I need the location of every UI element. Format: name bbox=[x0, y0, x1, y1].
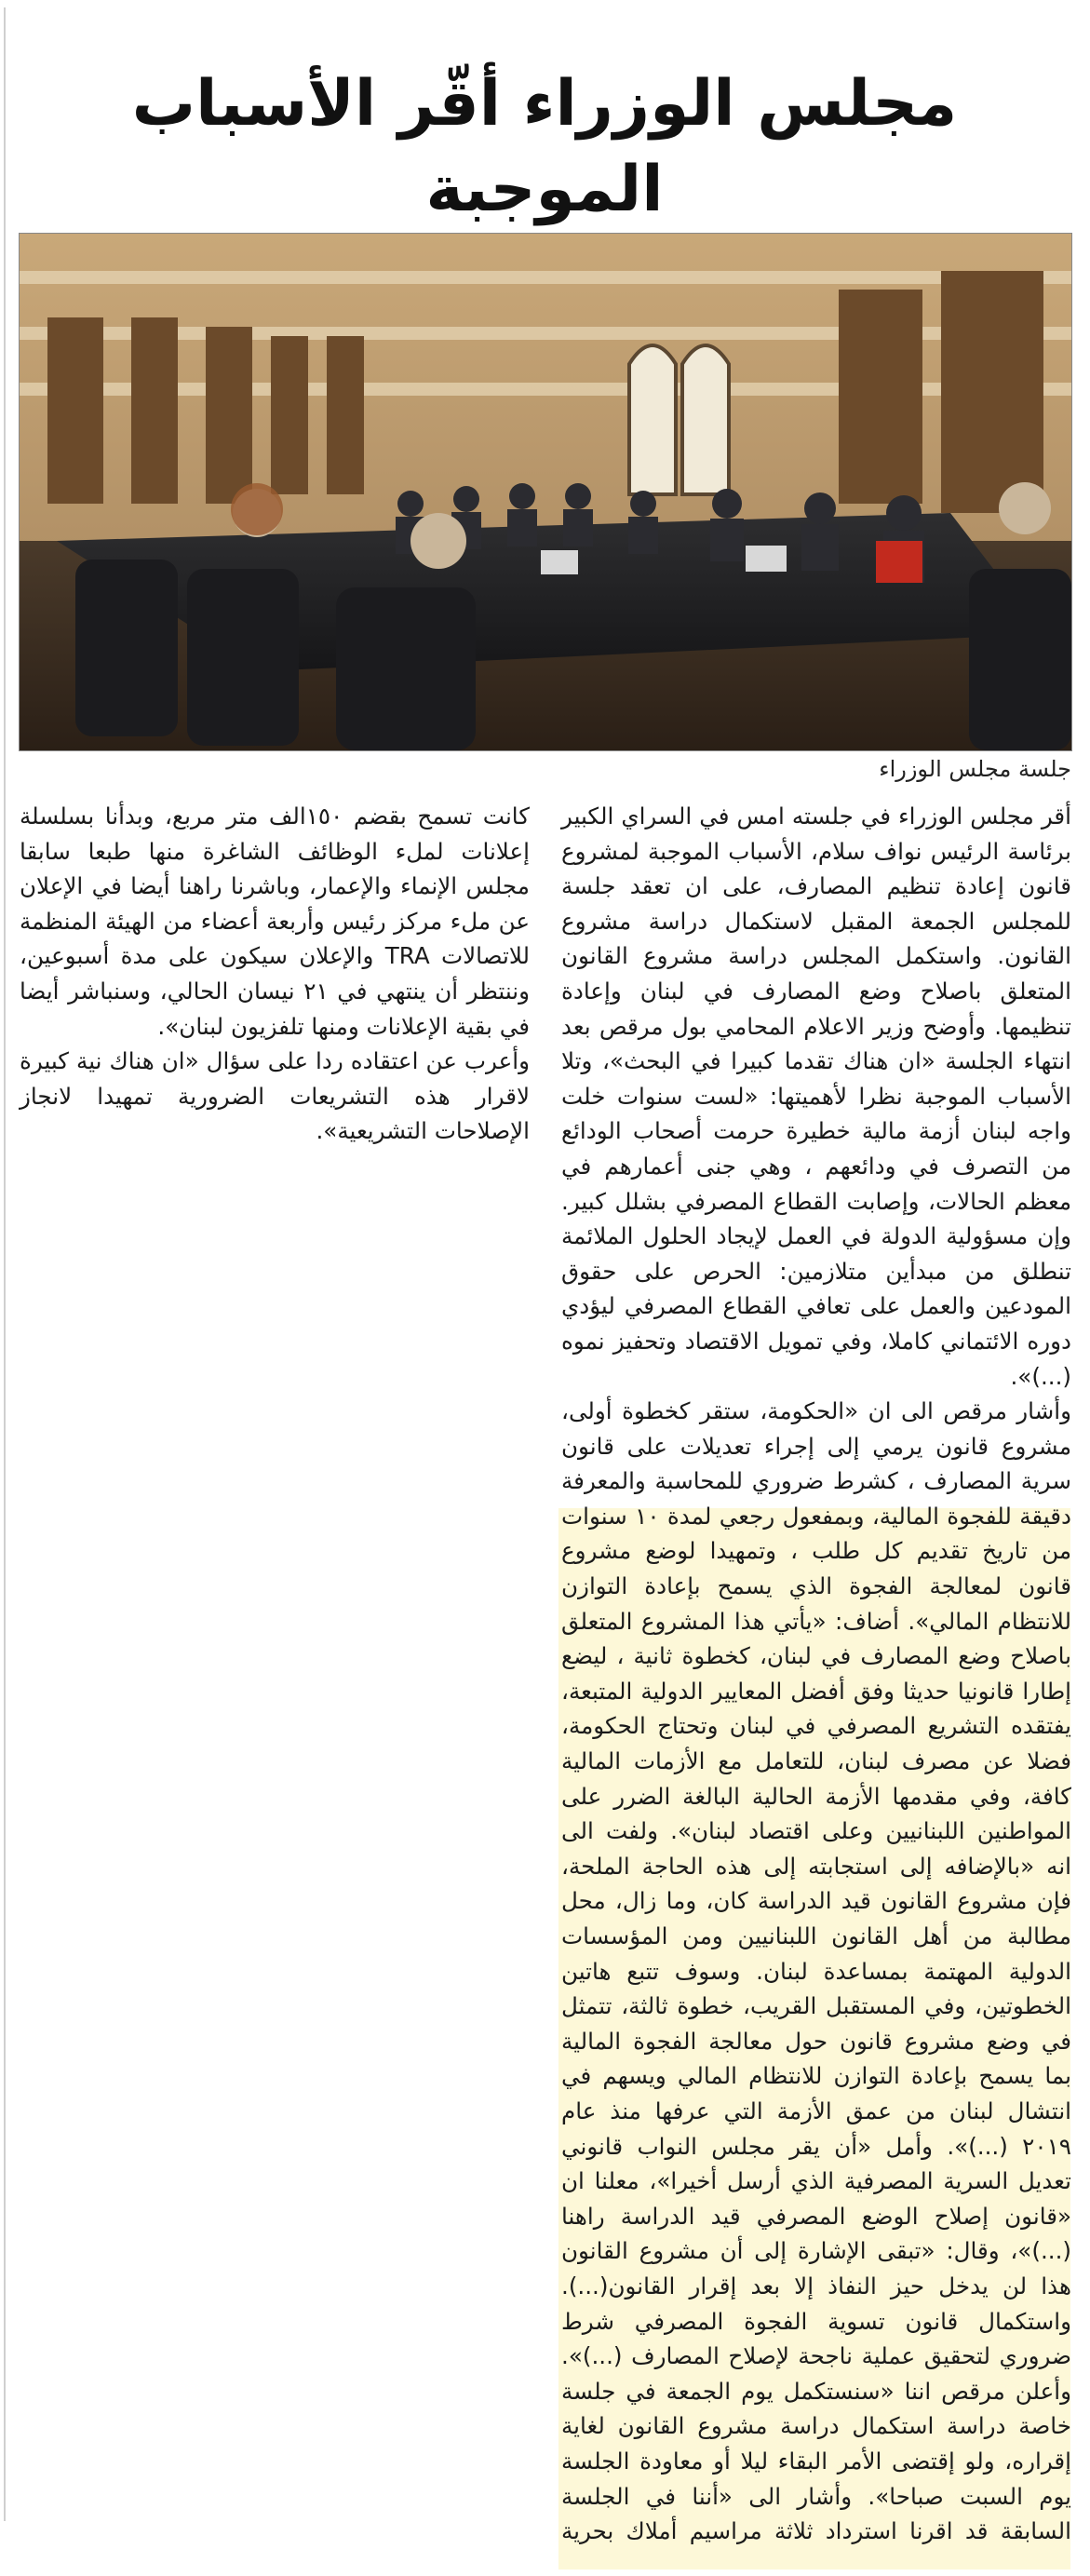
photo-caption: جلسة مجلس الوزراء bbox=[879, 756, 1071, 782]
article-paragraph-3: وأعرب عن اعتقاده ردا على سؤال «ان هناك نية كبيرة لاقرار هذه التشريعات الضرورية تمهيدا لانجاز الإصلاحات التشريعية». bbox=[20, 1047, 530, 1145]
cabinet-meeting-photo bbox=[19, 233, 1072, 751]
headline-line-1: مجلس الوزراء أقّر الأسباب الموجبة bbox=[131, 66, 958, 226]
article-paragraph-1: أقر مجلس الوزراء في جلسته امس في السراي الكبير برئاسة الرئيس نواف سلام، الأسباب الموجبة لمشروع قانون إعادة تنظيم المصارف، على ان تعقد جلسة للمجلس الجمعة المقبل لاستكمال دراسة مشروع القانون. واستكمل المجلس دراسة مشروع القانون المتعلق باصلاح وضع المصارف في لبنان وإعادة تنظيمها. وأوضح وزير الاعلام المحامي بول مرقص بعد انتهاء الجلسة «ان هناك تقدما كبيرا في البحث»، وتلا الأسباب الموجبة نظرا لأهميتها: «لست سنوات خلت واجه لبنان أزمة مالية خطيرة حرمت أصحاب الودائع من التصرف في ودائعهم ، وهي جنى أعمارهم في معظم الحالات، وإصابت القطاع المصرفي بشلل كبير. وإن مسؤولية الدولة في العمل لإيجاد الحلول الملائمة تنطلق من مبدأين متلازمين: الحرص على حقوق المودعين والعمل على تعافي القطاع المصرفي ليؤدي دوره الائتماني كاملا، وفي تمويل الاقتصاد وتحفيز نموه (...)». bbox=[561, 802, 1071, 1390]
article-body bbox=[20, 799, 1071, 2568]
article-paragraph-2: وأشار مرقص الى ان «الحكومة، ستقر كخطوة أولى، مشروع قانون يرمي إلى إجراء تعديلات على قانون سرية المصارف ، كشرط ضروري للمحاسبة والمعرفة دقيقة للفجوة المالية، وبمفعول رجعي لمدة ١٠ سنوات من تاريخ تقديم كل طلب ، وتمهيدا لوضع مشروع قانون لمعالجة الفجوة الذي يسمح بإعادة التوازن للانتظام المالي». أضاف: «يأتي هذا المشروع المتعلق باصلاح وضع المصارف في لبنان، كخطوة ثانية ، ليضع إطارا قانونيا حديثا وفق أفضل المعايير الدولية المتبعة، يفتقده التشريع المصرفي في لبنان وتحتاج الحكومة، فضلا عن مصرف لبنان، للتعامل مع الأزمات المالية كافة، وفي مقدمها الأزمة الحالية البالغة الضرر على المواطنين اللبنانيين وعلى اقتصاد لبنان». ولفت الى انه «بالإضافه إلى استجابته إلى هذه الحاجة الملحة، فإن مشروع القانون قيد الدراسة كان، وما زال، محل مطالبة من أهل القانون اللبنانيين ومن المؤسسات الدولية المهتمة بمساعدة لبنان. وسوف تتبع هاتين الخطوتين، وفي المستقبل القريب، خطوة ثالثة، تتمثل في وضع مشروع قانون حول معالجة الفجوة المالية بما يسمح بإعادة التوازن للانتظام المالي ويسهم في انتشال لبنان من عمق الأزمة التي عرفها منذ عام ٢٠١٩ (...)». وأمل «أن يقر مجلس النواب قانوني تعديل السرية المصرفية الذي أرسل أخيرا»، معلنا ان «قانون إصلاح الوضع المصرفي قيد الدراسة راهنا (...)»، وقال: «تبقى الإشارة إلى أن مشروع القانون هذا لن يدخل حيز النفاذ إلا بعد إقرار القانون(...). واستكمال قانون تسوية الفجوة المصرفي شرط ضروري لتحقيق عملية ناجحة لإصلاح المصارف (...)». وأعلن مرقص اننا «سنستكمل يوم الجمعة في جلسة خاصة دراسة استكمال دراسة مشروع القانون لغاية إقراره، ولو إقتضى الأمر البقاء ليلا أو معاودة الجلسة يوم السبت صباحا». وأشار الى «أننا في الجلسة السابقة قد اقرنا استرداد ثلاثة مراسيم أملاك بحرية كانت تسمح بقضم ١٥٠الف متر مربع، وبدأنا بسلسلة إعلانات لملء الوظائف الشاغرة منها طبعا سابقا مجلس الإنماء والإعمار، وباشرنا راهنا أيضا في الإعلان عن ملء مركز رئيس وأربعة أعضاء من الهيئة المنظمة للاتصالات TRA والإعلان سيكون على مدة أسبوعين، وننتظر أن ينتهي في ٢١ نيسان الحالي، وسنباشر أيضا في بقية الإعلانات ومنها تلفزيون لبنان». bbox=[20, 802, 1071, 2545]
column-rule bbox=[4, 7, 6, 2521]
